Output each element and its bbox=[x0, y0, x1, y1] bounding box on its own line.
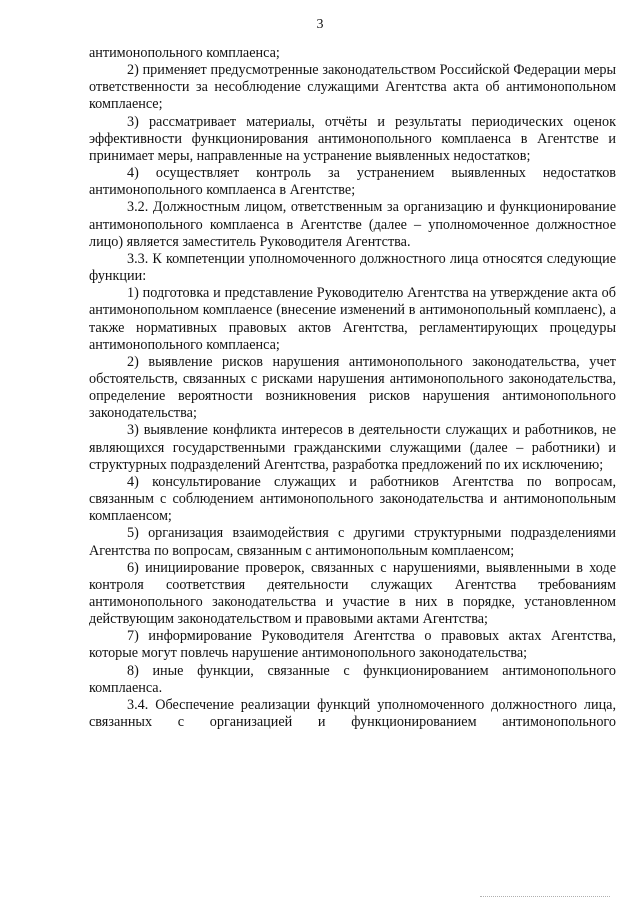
paragraph-function-3: 3) выявление конфликта интересов в деятельности служащих и работников, не являющихся государственными гражданскими служащими (далее – работники) и структурных подразделений Агентства, разработка предложений по их исключению; bbox=[89, 422, 616, 473]
paragraph-function-5: 5) организация взаимодействия с другими структурными подразделениями Агентства по вопросам, связанным с антимонопольным комплаенсом; bbox=[89, 525, 616, 559]
scan-artifact-line bbox=[480, 896, 610, 897]
paragraph-item-3: 3) рассматривает материалы, отчёты и результаты периодических оценок эффективности функционирования антимонопольного комплаенса в Агентстве и принимает меры, направленные на устранение выявленных недостатков; bbox=[89, 113, 616, 164]
document-body bbox=[89, 45, 616, 731]
paragraph-function-7: 7) информирование Руководителя Агентства о правовых актах Агентства, которые могут повлечь нарушение антимонопольного законодательства; bbox=[89, 628, 616, 662]
paragraph-function-8: 8) иные функции, связанные с функционированием антимонопольного комплаенса. bbox=[89, 662, 616, 696]
paragraph-item-4: 4) осуществляет контроль за устранением выявленных недостатков антимонопольного комплаенса в Агентстве; bbox=[89, 165, 616, 199]
paragraph-function-2: 2) выявление рисков нарушения антимонопольного законодательства, учет обстоятельств, связанных с рисками нарушения антимонопольного законодательства, определение вероятности возникновения рисков нарушения антимонопольного законодательства; bbox=[89, 353, 616, 422]
paragraph-item-2: 2) применяет предусмотренные законодательством Российской Федерации меры ответственности за несоблюдение служащими Агентства акта об антимонопольном комплаенсе; bbox=[89, 62, 616, 113]
paragraph-continuation: антимонопольного комплаенса; bbox=[89, 45, 280, 61]
paragraph-section-3-2: 3.2. Должностным лицом, ответственным за организацию и функционирование антимонопольного комплаенса в Агентстве (далее – уполномоченное должностное лицо) является заместитель Руководителя Агентства. bbox=[89, 199, 616, 250]
paragraph-function-6: 6) инициирование проверок, связанных с нарушениями, выявленными в ходе контроля соответствия деятельности служащих Агентства требованиям антимонопольного законодательства и участие в них в порядке, установленном действующим законодательством и правовыми актами Агентства; bbox=[89, 559, 616, 628]
paragraph-function-4: 4) консультирование служащих и работников Агентства по вопросам, связанным с соблюдением антимонопольного законодательства и антимонопольным комплаенсом; bbox=[89, 473, 616, 525]
paragraph-section-3-3: 3.3. К компетенции уполномоченного должностного лица относятся следующие функции: bbox=[89, 250, 616, 285]
paragraph-function-1: 1) подготовка и представление Руководителю Агентства на утверждение акта об антимонопольном комплаенсе (внесение изменений в антимонопольный комплаенс), а также нормативных правовых актов Агентства, регламентирующих процедуры антимонопольного комплаенса; bbox=[89, 285, 616, 353]
page-number: 3 bbox=[316, 17, 324, 32]
paragraph-section-3-4: 3.4. Обеспечение реализации функций уполномоченного должностного лица, связанных с организацией и функционированием антимонопольного bbox=[89, 696, 616, 731]
